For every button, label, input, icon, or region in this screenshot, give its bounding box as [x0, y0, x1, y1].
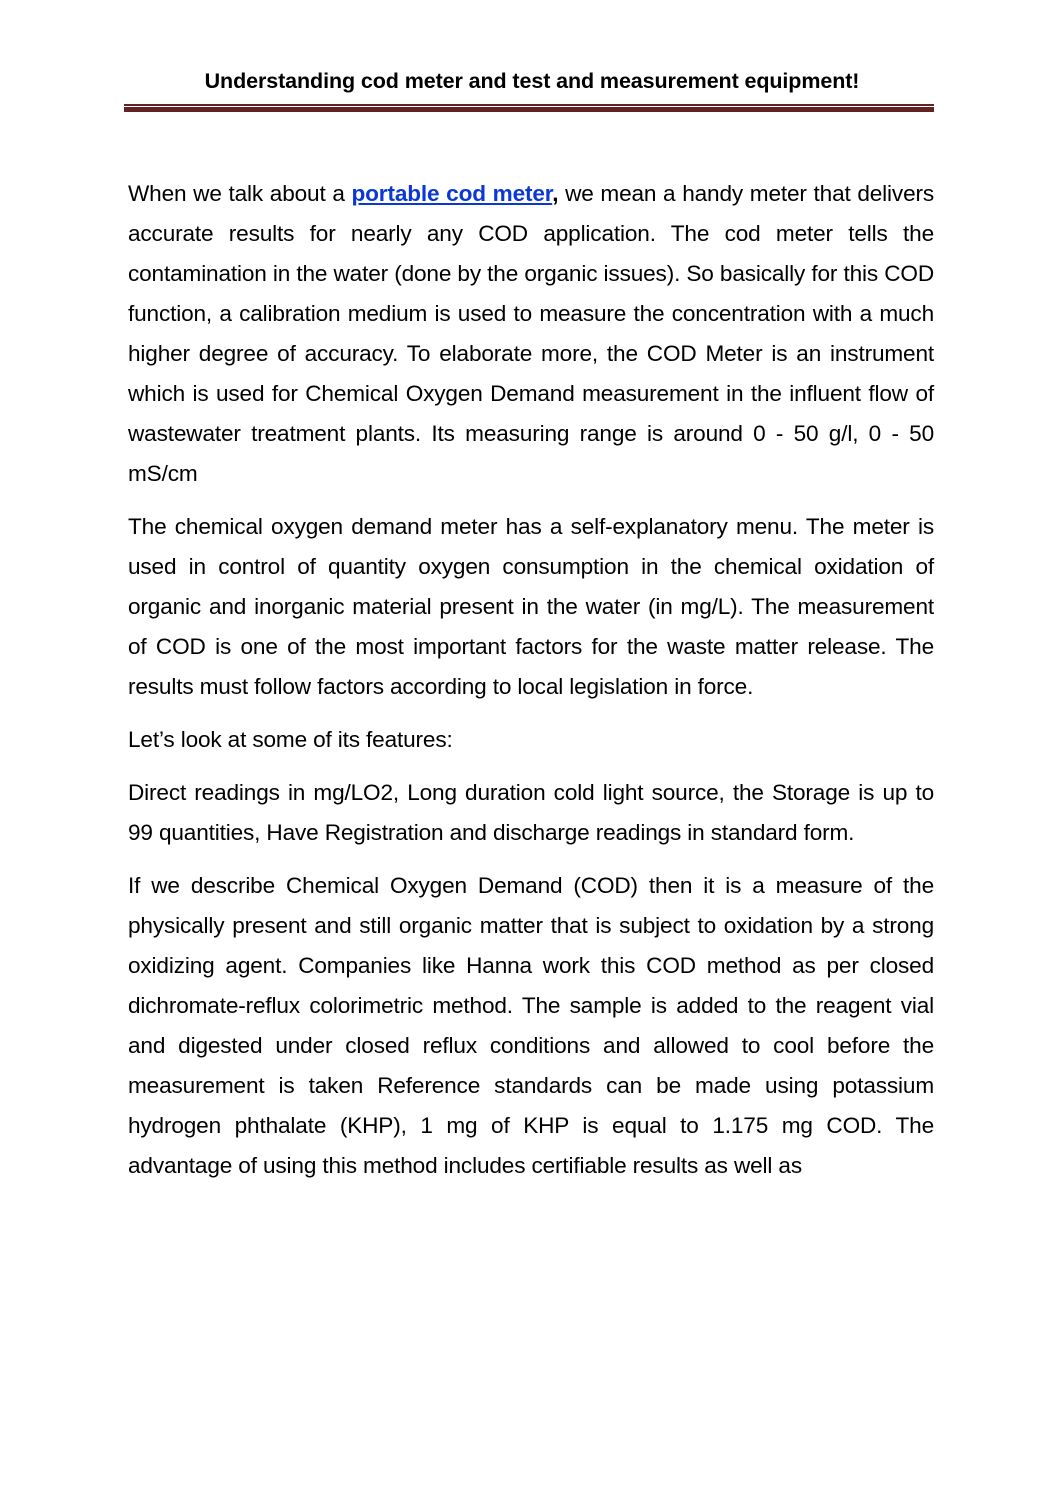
link-trailing-comma: ,: [552, 181, 559, 206]
paragraph-intro-rest: we mean a handy meter that delivers accurate results for nearly any COD application. The cod meter tells the contamination in the water (done by the organic issues). So basically for this COD function, a calibration medium is used to measure the concentration with a much higher degree of accuracy. To elaborate more, the COD Meter is an instrument which is used for Chemical Oxygen Demand measurement in the influent flow of wastewater treatment plants. Its measuring range is around 0 - 50 g/l, 0 - 50 mS/cm: [128, 181, 935, 486]
page-title: Understanding cod meter and test and measurement equipment!: [204, 69, 860, 93]
paragraph-intro-lead: When we talk about a: [128, 181, 352, 206]
paragraph-intro: [128, 174, 934, 494]
paragraph-features-intro: Let’s look at some of its features:: [128, 727, 453, 752]
paragraph-menu: The chemical oxygen demand meter has a self-explanatory menu. The meter is used in control of quantity oxygen consumption in the chemical oxidation of organic and inorganic material present in the water (in mg/L). The measurement of COD is one of the most important factors for the waste matter release. The results must follow factors according to local legislation in force.: [128, 514, 934, 699]
header-rule-thick: [124, 107, 934, 112]
article-body: [128, 174, 934, 1199]
header-rule-thin: [124, 104, 934, 106]
paragraph-features-list: Direct readings in mg/LO2, Long duration cold light source, the Storage is up to 99 quantities, Have Registration and discharge readings in standard form.: [128, 780, 934, 845]
portable-cod-meter-link[interactable]: portable cod meter: [351, 181, 553, 206]
paragraph-cod-method: If we describe Chemical Oxygen Demand (COD) then it is a measure of the physically present and still organic matter that is subject to oxidation by a strong oxidizing agent. Companies like Hanna work this COD method as per closed dichromate-reflux colorimetric method. The sample is added to the reagent vial and digested under closed reflux conditions and allowed to cool before the measurement is taken Reference standards can be made using potassium hydrogen phthalate (KHP), 1 mg of KHP is equal to 1.175 mg COD. The advantage of using this method includes certifiable results as well as: [128, 873, 934, 1178]
